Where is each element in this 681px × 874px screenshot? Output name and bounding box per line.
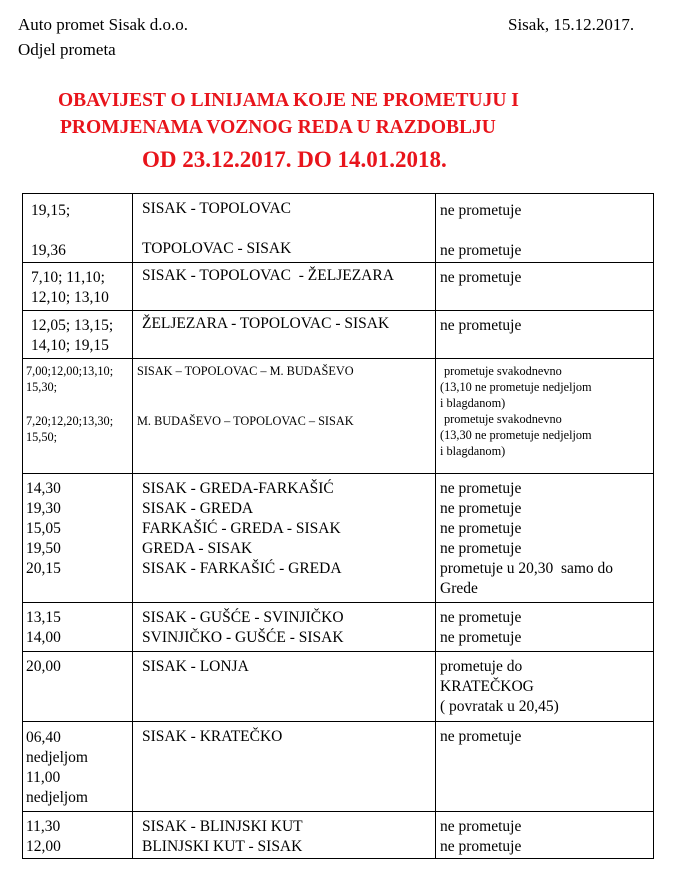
department-name: Odjel prometa bbox=[18, 40, 116, 59]
note-entry: ne prometuje bbox=[440, 818, 522, 835]
time-entry: 14,10; 19,15 bbox=[31, 337, 109, 354]
schedule-row bbox=[23, 474, 654, 603]
time-entry: 14,30 bbox=[26, 480, 61, 497]
time-entry: 19,50 bbox=[26, 540, 61, 557]
route-entry: TOPOLOVAC - SISAK bbox=[142, 240, 292, 257]
times-cell bbox=[23, 474, 133, 603]
route-entry: SISAK - TOPOLOVAC bbox=[142, 200, 292, 217]
time-entry: 19,30 bbox=[26, 500, 61, 517]
note-entry: prometuje svakodnevno bbox=[444, 412, 562, 426]
time-entry: nedjeljom bbox=[26, 789, 88, 806]
time-entry: 15,05 bbox=[26, 520, 61, 537]
route-entry: SISAK - GREDA-FARKAŠIĆ bbox=[142, 480, 334, 497]
schedule-row bbox=[23, 359, 654, 474]
note-entry: ( povratak u 20,45) bbox=[440, 698, 559, 715]
route-entry: SISAK - FARKAŠIĆ - GREDA bbox=[142, 560, 342, 577]
time-entry: 19,36 bbox=[31, 242, 66, 259]
note-cell bbox=[436, 311, 654, 359]
route-cell bbox=[133, 722, 436, 812]
note-cell bbox=[436, 603, 654, 652]
route-cell bbox=[133, 194, 436, 263]
times-cell bbox=[23, 263, 133, 311]
route-cell bbox=[133, 652, 436, 722]
note-cell bbox=[436, 194, 654, 263]
times-cell bbox=[23, 812, 133, 859]
schedule-table bbox=[22, 193, 654, 859]
note-entry: ne prometuje bbox=[440, 838, 522, 855]
time-entry: 15,50; bbox=[26, 430, 58, 444]
note-entry: prometuje u 20,30 samo do bbox=[440, 560, 614, 577]
route-entry: SVINJIČKO - GUŠĆE - SISAK bbox=[142, 629, 344, 646]
route-cell bbox=[133, 812, 436, 859]
note-entry: ne prometuje bbox=[440, 728, 522, 745]
time-entry: 06,40 bbox=[26, 729, 61, 746]
schedule-row bbox=[23, 311, 654, 359]
note-entry: prometuje svakodnevno bbox=[444, 364, 562, 378]
time-entry: 20,00 bbox=[26, 658, 61, 675]
note-entry: ne prometuje bbox=[440, 540, 522, 557]
time-entry: 11,00 bbox=[26, 769, 61, 786]
note-cell bbox=[436, 359, 654, 474]
route-cell bbox=[133, 359, 436, 474]
note-entry: prometuje do bbox=[440, 658, 523, 675]
note-entry: Grede bbox=[440, 580, 478, 597]
schedule-row bbox=[23, 603, 654, 652]
schedule-row bbox=[23, 812, 654, 859]
route-cell bbox=[133, 263, 436, 311]
time-entry: 15,30; bbox=[26, 380, 58, 394]
notice-title-period: OD 23.12.2017. DO 14.01.2018. bbox=[142, 147, 447, 172]
note-entry: (13,30 ne prometuje nedjeljom bbox=[440, 428, 592, 442]
note-entry: ne prometuje bbox=[440, 202, 522, 219]
schedule-row bbox=[23, 652, 654, 722]
route-entry: SISAK - BLINJSKI KUT bbox=[142, 818, 303, 835]
note-entry: (13,10 ne prometuje nedjeljom bbox=[440, 380, 592, 394]
route-entry: SISAK - GUŠĆE - SVINJIČKO bbox=[142, 609, 344, 626]
place-and-date: Sisak, 15.12.2017. bbox=[508, 15, 635, 34]
note-entry: ne prometuje bbox=[440, 629, 522, 646]
route-entry: FARKAŠIĆ - GREDA - SISAK bbox=[142, 520, 341, 537]
times-cell bbox=[23, 194, 133, 263]
route-entry: SISAK - GREDA bbox=[142, 500, 254, 517]
note-entry: ne prometuje bbox=[440, 520, 522, 537]
note-entry: ne prometuje bbox=[440, 317, 522, 334]
route-entry: SISAK - TOPOLOVAC - ŽELJEZARA bbox=[142, 267, 394, 284]
route-entry: M. BUDAŠEVO – TOPOLOVAC – SISAK bbox=[137, 414, 354, 428]
notice-title-line-2: PROMJENAMA VOZNOG REDA U RAZDOBLJU bbox=[60, 117, 496, 138]
time-entry: 12,10; 13,10 bbox=[31, 289, 109, 306]
note-entry: ne prometuje bbox=[440, 480, 522, 497]
time-entry: 19,15; bbox=[31, 202, 71, 219]
times-cell bbox=[23, 359, 133, 474]
route-entry: ŽELJEZARA - TOPOLOVAC - SISAK bbox=[142, 315, 390, 332]
time-entry: 7,10; 11,10; bbox=[31, 269, 105, 286]
time-entry: 12,05; 13,15; bbox=[31, 317, 114, 334]
note-cell bbox=[436, 722, 654, 812]
route-entry: SISAK - KRATEČKO bbox=[142, 728, 283, 745]
route-cell bbox=[133, 474, 436, 603]
note-cell bbox=[436, 652, 654, 722]
note-entry: ne prometuje bbox=[440, 500, 522, 517]
times-cell bbox=[23, 311, 133, 359]
time-entry: nedjeljom bbox=[26, 749, 88, 766]
time-entry: 12,00 bbox=[26, 838, 61, 855]
times-cell bbox=[23, 722, 133, 812]
note-cell bbox=[436, 263, 654, 311]
note-entry: KRATEČKOG bbox=[440, 678, 534, 695]
note-entry: ne prometuje bbox=[440, 269, 522, 286]
note-entry: i blagdanom) bbox=[440, 444, 506, 458]
note-entry: ne prometuje bbox=[440, 609, 522, 626]
note-cell bbox=[436, 812, 654, 859]
note-entry: i blagdanom) bbox=[440, 396, 506, 410]
note-entry: ne prometuje bbox=[440, 242, 522, 259]
time-entry: 11,30 bbox=[26, 818, 61, 835]
times-cell bbox=[23, 652, 133, 722]
company-name: Auto promet Sisak d.o.o. bbox=[18, 15, 188, 34]
route-entry: SISAK - LONJA bbox=[142, 658, 249, 675]
route-entry: GREDA - SISAK bbox=[142, 540, 253, 557]
route-entry: SISAK – TOPOLOVAC – M. BUDAŠEVO bbox=[137, 364, 354, 378]
note-cell bbox=[436, 474, 654, 603]
time-entry: 20,15 bbox=[26, 560, 61, 577]
times-cell bbox=[23, 603, 133, 652]
schedule-row bbox=[23, 722, 654, 812]
time-entry: 7,00;12,00;13,10; bbox=[26, 364, 114, 378]
route-cell bbox=[133, 603, 436, 652]
time-entry: 14,00 bbox=[26, 629, 61, 646]
time-entry: 13,15 bbox=[26, 609, 61, 626]
route-cell bbox=[133, 311, 436, 359]
time-entry: 7,20;12,20;13,30; bbox=[26, 414, 114, 428]
route-entry: BLINJSKI KUT - SISAK bbox=[142, 838, 303, 855]
notice-title-line-1: OBAVIJEST O LINIJAMA KOJE NE PROMETUJU I bbox=[58, 90, 519, 111]
schedule-row bbox=[23, 194, 654, 263]
schedule-row bbox=[23, 263, 654, 311]
